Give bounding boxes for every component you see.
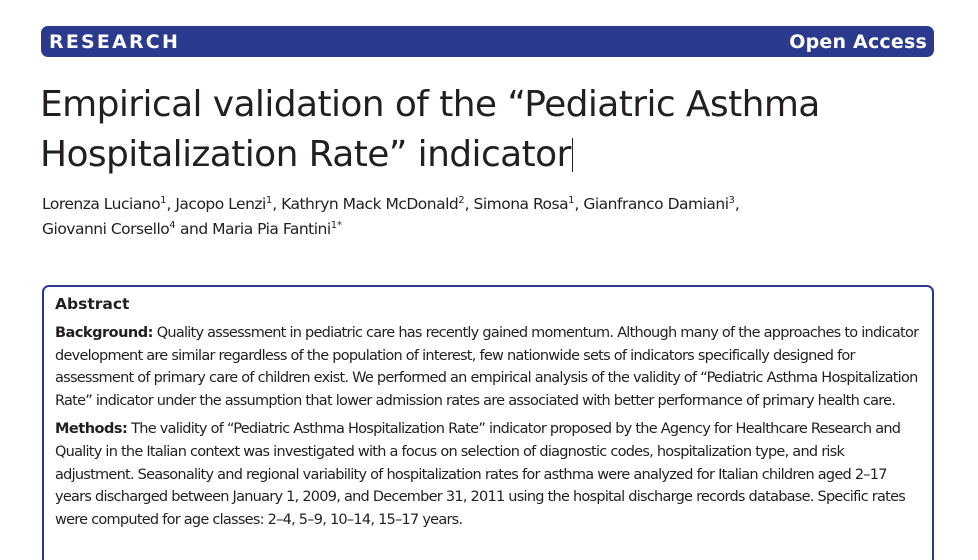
affiliation-mark: 1 (568, 195, 575, 206)
author: Jacopo Lenzi (175, 195, 266, 213)
affiliation-mark: 3 (728, 195, 735, 206)
author-separator: , (574, 195, 584, 213)
abstract-methods (55, 418, 920, 531)
author: Giovanni Corsello (42, 220, 170, 238)
article-type-banner (41, 26, 934, 57)
author: Gianfranco Damiani (583, 195, 729, 213)
text-cursor (572, 138, 573, 172)
abstract-heading: Abstract (55, 295, 130, 313)
background-text: Quality assessment in pediatric care has recently gained momentum. Although many of the approaches to indicator development are similar regardless of the population of interest, few nationwide sets of indicators specifically designed for assessment of primary care of children exist. We performed an empirical analysis of the validity of “Pediatric Asthma Hospitalization Rate” indicator under the assumption that lower admission rates are associated with better performance of primary health care. (55, 325, 919, 409)
open-access-label: Open Access (789, 30, 927, 53)
author-separator: , (272, 195, 282, 213)
author-separator: , (166, 195, 176, 213)
author: Kathryn Mack McDonald (281, 195, 459, 213)
background-label: Background: (55, 325, 153, 341)
article-title (40, 80, 940, 180)
author: Lorenza Luciano (42, 195, 161, 213)
affiliation-mark: 4 (169, 220, 176, 231)
methods-text: The validity of “Pediatric Asthma Hospitalization Rate” indicator proposed by the Agency for Healthcare Research and Quality in the Italian context was investigated with a focus on selection of diagnostic codes, hospitalization type, and risk adjustment. Seasonality and regional variability of hospitalization rates for asthma were analyzed for Italian children aged 2–17 years discharged between January 1, 2009, and December 31, 2011 using the hospital discharge records database. Specific rates were computed for age classes: 2–4, 5–9, 10–14, 15–17 years. (55, 421, 906, 528)
author-separator: and (175, 220, 213, 238)
methods-label: Methods: (55, 421, 128, 438)
section-label: RESEARCH (49, 30, 181, 53)
abstract-background (55, 322, 920, 412)
article-title-text: Empirical validation of the “Pediatric Asthma Hospitalization Rate” indicator (40, 84, 820, 175)
author-separator: , (734, 195, 740, 213)
author: Simona Rosa (473, 195, 569, 213)
affiliation-mark: 2 (458, 195, 465, 206)
affiliation-mark: 1* (330, 220, 343, 231)
abstract-box (42, 285, 934, 560)
affiliation-mark: 1 (265, 195, 273, 206)
author-list (42, 192, 922, 242)
author: Maria Pia Fantini (212, 220, 331, 238)
affiliation-mark: 1 (160, 195, 167, 206)
author-separator: , (464, 195, 474, 213)
